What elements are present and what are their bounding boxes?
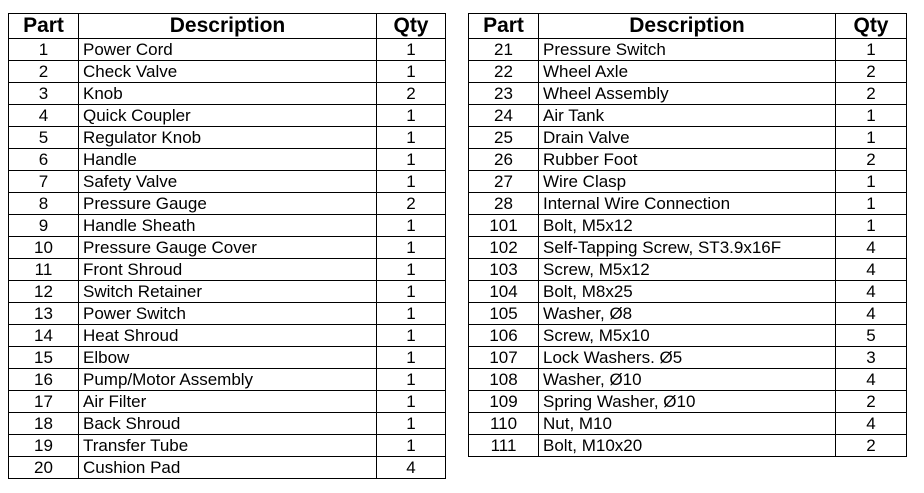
description-cell: Drain Valve	[539, 127, 836, 149]
quantity-cell: 1	[836, 39, 907, 61]
table-row	[9, 435, 446, 457]
part-number-cell: 12	[9, 281, 79, 303]
table-row	[9, 457, 446, 479]
table-row	[9, 149, 446, 171]
quantity-cell: 1	[377, 391, 446, 413]
table-row	[9, 105, 446, 127]
part-number-cell: 16	[9, 369, 79, 391]
part-number-cell: 111	[469, 435, 539, 457]
table-row	[9, 61, 446, 83]
description-cell: Wheel Axle	[539, 61, 836, 83]
table-row	[469, 237, 907, 259]
part-number-cell: 110	[469, 413, 539, 435]
table-header-row	[9, 14, 446, 39]
quantity-cell: 1	[377, 149, 446, 171]
description-cell: Front Shroud	[79, 259, 377, 281]
description-cell: Quick Coupler	[79, 105, 377, 127]
table-row	[9, 259, 446, 281]
quantity-cell: 4	[836, 281, 907, 303]
part-number-cell: 22	[469, 61, 539, 83]
table-row	[469, 391, 907, 413]
table-row	[469, 149, 907, 171]
table-row	[9, 303, 446, 325]
table-row	[469, 435, 907, 457]
table-row	[469, 127, 907, 149]
table-row	[9, 347, 446, 369]
quantity-cell: 4	[836, 303, 907, 325]
table-row	[469, 193, 907, 215]
quantity-cell: 2	[377, 193, 446, 215]
part-number-cell: 21	[469, 39, 539, 61]
description-cell: Internal Wire Connection	[539, 193, 836, 215]
table-row	[9, 413, 446, 435]
part-number-cell: 14	[9, 325, 79, 347]
quantity-cell: 1	[377, 281, 446, 303]
description-cell: Cushion Pad	[79, 457, 377, 479]
table-row	[9, 39, 446, 61]
part-number-cell: 4	[9, 105, 79, 127]
description-cell: Handle	[79, 149, 377, 171]
table-row	[469, 325, 907, 347]
description-cell: Screw, M5x10	[539, 325, 836, 347]
part-number-cell: 28	[469, 193, 539, 215]
part-number-cell: 7	[9, 171, 79, 193]
description-cell: Switch Retainer	[79, 281, 377, 303]
part-number-cell: 3	[9, 83, 79, 105]
table-row	[9, 215, 446, 237]
description-cell: Knob	[79, 83, 377, 105]
table-row	[9, 391, 446, 413]
description-cell: Pressure Gauge Cover	[79, 237, 377, 259]
description-cell: Power Switch	[79, 303, 377, 325]
part-number-cell: 107	[469, 347, 539, 369]
quantity-cell: 4	[836, 237, 907, 259]
part-number-cell: 20	[9, 457, 79, 479]
part-number-cell: 17	[9, 391, 79, 413]
quantity-cell: 1	[377, 325, 446, 347]
table-row	[9, 281, 446, 303]
part-number-cell: 23	[469, 83, 539, 105]
part-number-cell: 104	[469, 281, 539, 303]
quantity-cell: 1	[377, 39, 446, 61]
quantity-cell: 1	[836, 215, 907, 237]
quantity-cell: 2	[836, 435, 907, 457]
parts-table-right	[468, 13, 907, 457]
description-cell: Spring Washer, Ø10	[539, 391, 836, 413]
table-row	[469, 413, 907, 435]
part-number-cell: 19	[9, 435, 79, 457]
table-row	[9, 325, 446, 347]
part-number-cell: 6	[9, 149, 79, 171]
table-row	[469, 303, 907, 325]
qty-column-header: Qty	[836, 14, 907, 39]
description-cell: Rubber Foot	[539, 149, 836, 171]
table-row	[9, 369, 446, 391]
quantity-cell: 1	[836, 105, 907, 127]
description-cell: Check Valve	[79, 61, 377, 83]
part-number-cell: 1	[9, 39, 79, 61]
table-row	[9, 171, 446, 193]
quantity-cell: 1	[377, 171, 446, 193]
table-row	[9, 83, 446, 105]
parts-table-left-body	[9, 39, 446, 479]
part-column-header: Part	[9, 14, 79, 39]
part-number-cell: 105	[469, 303, 539, 325]
description-cell: Transfer Tube	[79, 435, 377, 457]
quantity-cell: 1	[836, 193, 907, 215]
part-number-cell: 10	[9, 237, 79, 259]
parts-table-left	[8, 13, 446, 479]
description-cell: Washer, Ø10	[539, 369, 836, 391]
quantity-cell: 1	[377, 347, 446, 369]
quantity-cell: 1	[377, 215, 446, 237]
quantity-cell: 1	[377, 369, 446, 391]
part-number-cell: 13	[9, 303, 79, 325]
description-cell: Wheel Assembly	[539, 83, 836, 105]
quantity-cell: 4	[836, 259, 907, 281]
part-number-cell: 108	[469, 369, 539, 391]
description-cell: Bolt, M5x12	[539, 215, 836, 237]
part-number-cell: 2	[9, 61, 79, 83]
table-header-row	[469, 14, 907, 39]
part-number-cell: 15	[9, 347, 79, 369]
part-number-cell: 18	[9, 413, 79, 435]
quantity-cell: 1	[377, 105, 446, 127]
table-row	[469, 281, 907, 303]
part-number-cell: 24	[469, 105, 539, 127]
qty-column-header: Qty	[377, 14, 446, 39]
table-row	[469, 369, 907, 391]
table-row	[469, 61, 907, 83]
description-column-header: Description	[79, 14, 377, 39]
quantity-cell: 1	[377, 303, 446, 325]
description-cell: Elbow	[79, 347, 377, 369]
part-column-header: Part	[469, 14, 539, 39]
quantity-cell: 5	[836, 325, 907, 347]
quantity-cell: 2	[836, 83, 907, 105]
description-cell: Screw, M5x12	[539, 259, 836, 281]
quantity-cell: 2	[836, 61, 907, 83]
table-row	[9, 127, 446, 149]
quantity-cell: 1	[377, 61, 446, 83]
part-number-cell: 8	[9, 193, 79, 215]
table-row	[9, 193, 446, 215]
part-number-cell: 106	[469, 325, 539, 347]
description-cell: Back Shroud	[79, 413, 377, 435]
parts-table-right-body	[469, 39, 907, 457]
description-cell: Bolt, M8x25	[539, 281, 836, 303]
quantity-cell: 4	[836, 413, 907, 435]
description-cell: Pressure Switch	[539, 39, 836, 61]
description-cell: Heat Shroud	[79, 325, 377, 347]
part-number-cell: 9	[9, 215, 79, 237]
part-number-cell: 11	[9, 259, 79, 281]
table-row	[469, 215, 907, 237]
description-cell: Handle Sheath	[79, 215, 377, 237]
part-number-cell: 25	[469, 127, 539, 149]
table-row	[469, 39, 907, 61]
description-cell: Pump/Motor Assembly	[79, 369, 377, 391]
quantity-cell: 1	[377, 413, 446, 435]
description-cell: Safety Valve	[79, 171, 377, 193]
part-number-cell: 5	[9, 127, 79, 149]
part-number-cell: 109	[469, 391, 539, 413]
quantity-cell: 3	[836, 347, 907, 369]
quantity-cell: 2	[836, 391, 907, 413]
part-number-cell: 102	[469, 237, 539, 259]
quantity-cell: 1	[377, 127, 446, 149]
description-cell: Air Filter	[79, 391, 377, 413]
quantity-cell: 4	[836, 369, 907, 391]
quantity-cell: 1	[836, 127, 907, 149]
quantity-cell: 2	[836, 149, 907, 171]
part-number-cell: 103	[469, 259, 539, 281]
part-number-cell: 27	[469, 171, 539, 193]
quantity-cell: 2	[377, 83, 446, 105]
description-cell: Self-Tapping Screw, ST3.9x16F	[539, 237, 836, 259]
table-row	[469, 347, 907, 369]
description-cell: Washer, Ø8	[539, 303, 836, 325]
quantity-cell: 1	[377, 259, 446, 281]
description-cell: Bolt, M10x20	[539, 435, 836, 457]
description-cell: Nut, M10	[539, 413, 836, 435]
table-row	[469, 105, 907, 127]
table-row	[9, 237, 446, 259]
table-row	[469, 171, 907, 193]
quantity-cell: 1	[377, 237, 446, 259]
description-cell: Regulator Knob	[79, 127, 377, 149]
quantity-cell: 1	[377, 435, 446, 457]
quantity-cell: 1	[836, 171, 907, 193]
table-row	[469, 259, 907, 281]
description-cell: Pressure Gauge	[79, 193, 377, 215]
description-cell: Wire Clasp	[539, 171, 836, 193]
part-number-cell: 101	[469, 215, 539, 237]
quantity-cell: 4	[377, 457, 446, 479]
description-cell: Lock Washers. Ø5	[539, 347, 836, 369]
description-cell: Air Tank	[539, 105, 836, 127]
description-cell: Power Cord	[79, 39, 377, 61]
table-row	[469, 83, 907, 105]
part-number-cell: 26	[469, 149, 539, 171]
description-column-header: Description	[539, 14, 836, 39]
